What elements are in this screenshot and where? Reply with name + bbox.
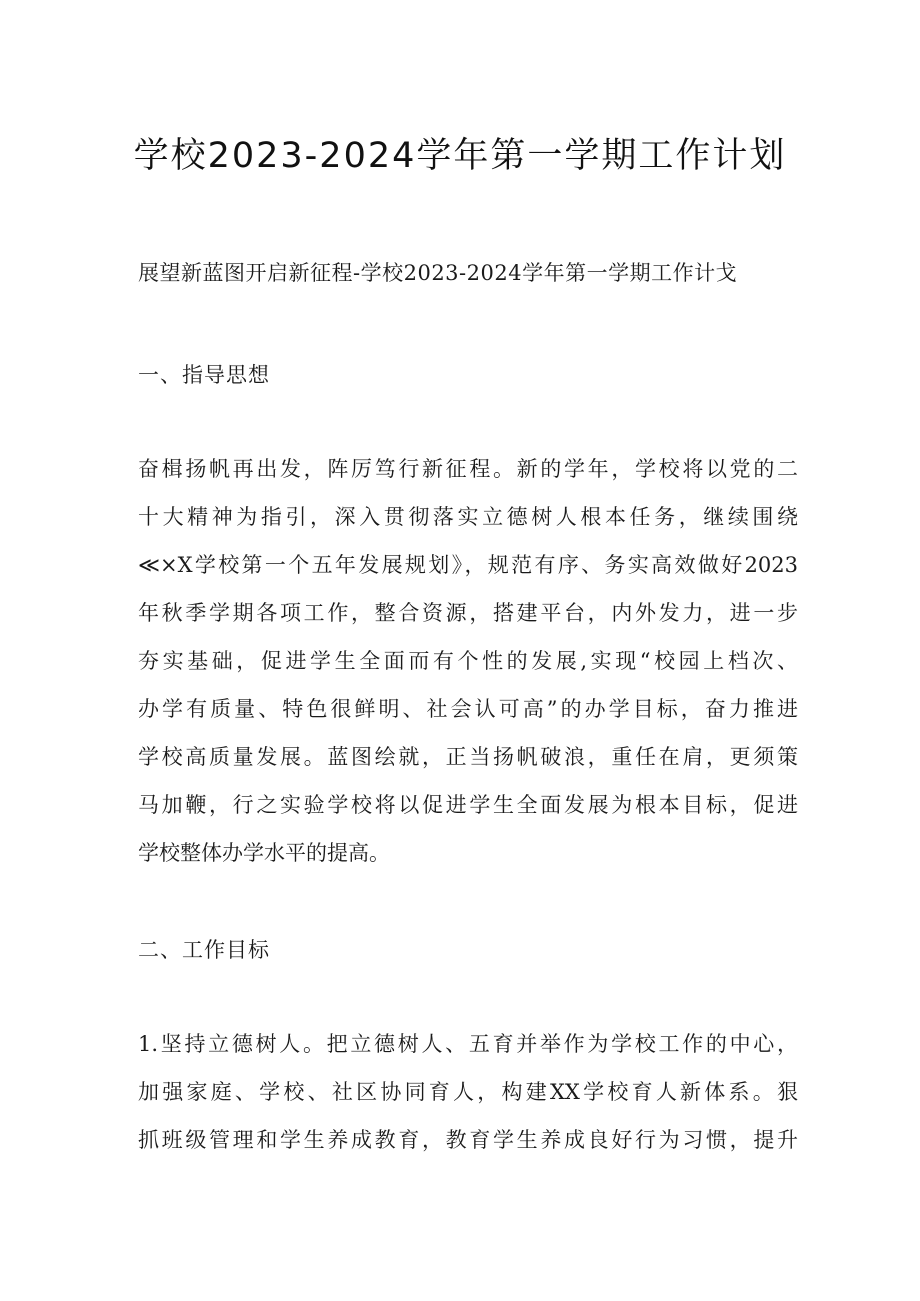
- paragraph-line: 学校整体办学水平的提高。: [138, 841, 390, 865]
- section-heading-guiding-ideology: 一、指导思想: [138, 363, 270, 387]
- paragraph-line: 奋楫扬帆再出发，阵厉笃行新征程。新的学年，学校将以党的二: [138, 457, 798, 481]
- paragraph-line: 1.坚持立德树人。把立德树人、五育并举作为学校工作的中心，: [138, 1032, 798, 1056]
- paragraph-line: 办学有质量、特色很鲜明、社会认可高”的办学目标，奋力推进: [138, 697, 798, 721]
- section-heading-work-goals: 二、工作目标: [138, 938, 270, 962]
- document-title: 学校2023-2024学年第一学期工作计划: [133, 136, 787, 176]
- paragraph-line: 学校高质量发展。蓝图绘就，正当扬帆破浪，重任在肩，更须策: [138, 745, 798, 769]
- paragraph-work-goals: [138, 1027, 798, 1171]
- paragraph-line: 加强家庭、学校、社区协同育人，构建XX学校育人新体系。狠: [138, 1080, 798, 1104]
- paragraph-line: 马加鞭，行之实验学校将以促进学生全面发展为根本目标，促进: [138, 793, 798, 817]
- paragraph-line: 年秋季学期各项工作，整合资源，搭建平台，内外发力，进一步: [138, 601, 798, 625]
- paragraph-line: 十大精神为指引，深入贯彻落实立德树人根本任务，继续围绕: [138, 505, 798, 529]
- paragraph-line: 夯实基础，促进学生全面而有个性的发展,实现“校园上档次、: [138, 649, 798, 673]
- paragraph-line: ≪×X学校第一个五年发展规划》，规范有序、务实高效做好2023: [138, 553, 798, 577]
- document-subtitle: 展望新蓝图开启新征程-学校2023-2024学年第一学期工作计戈: [138, 261, 738, 285]
- paragraph-line: 抓班级管理和学生养成教育，教育学生养成良好行为习惯，提升: [138, 1128, 798, 1152]
- paragraph-guiding-ideology: [138, 452, 798, 884]
